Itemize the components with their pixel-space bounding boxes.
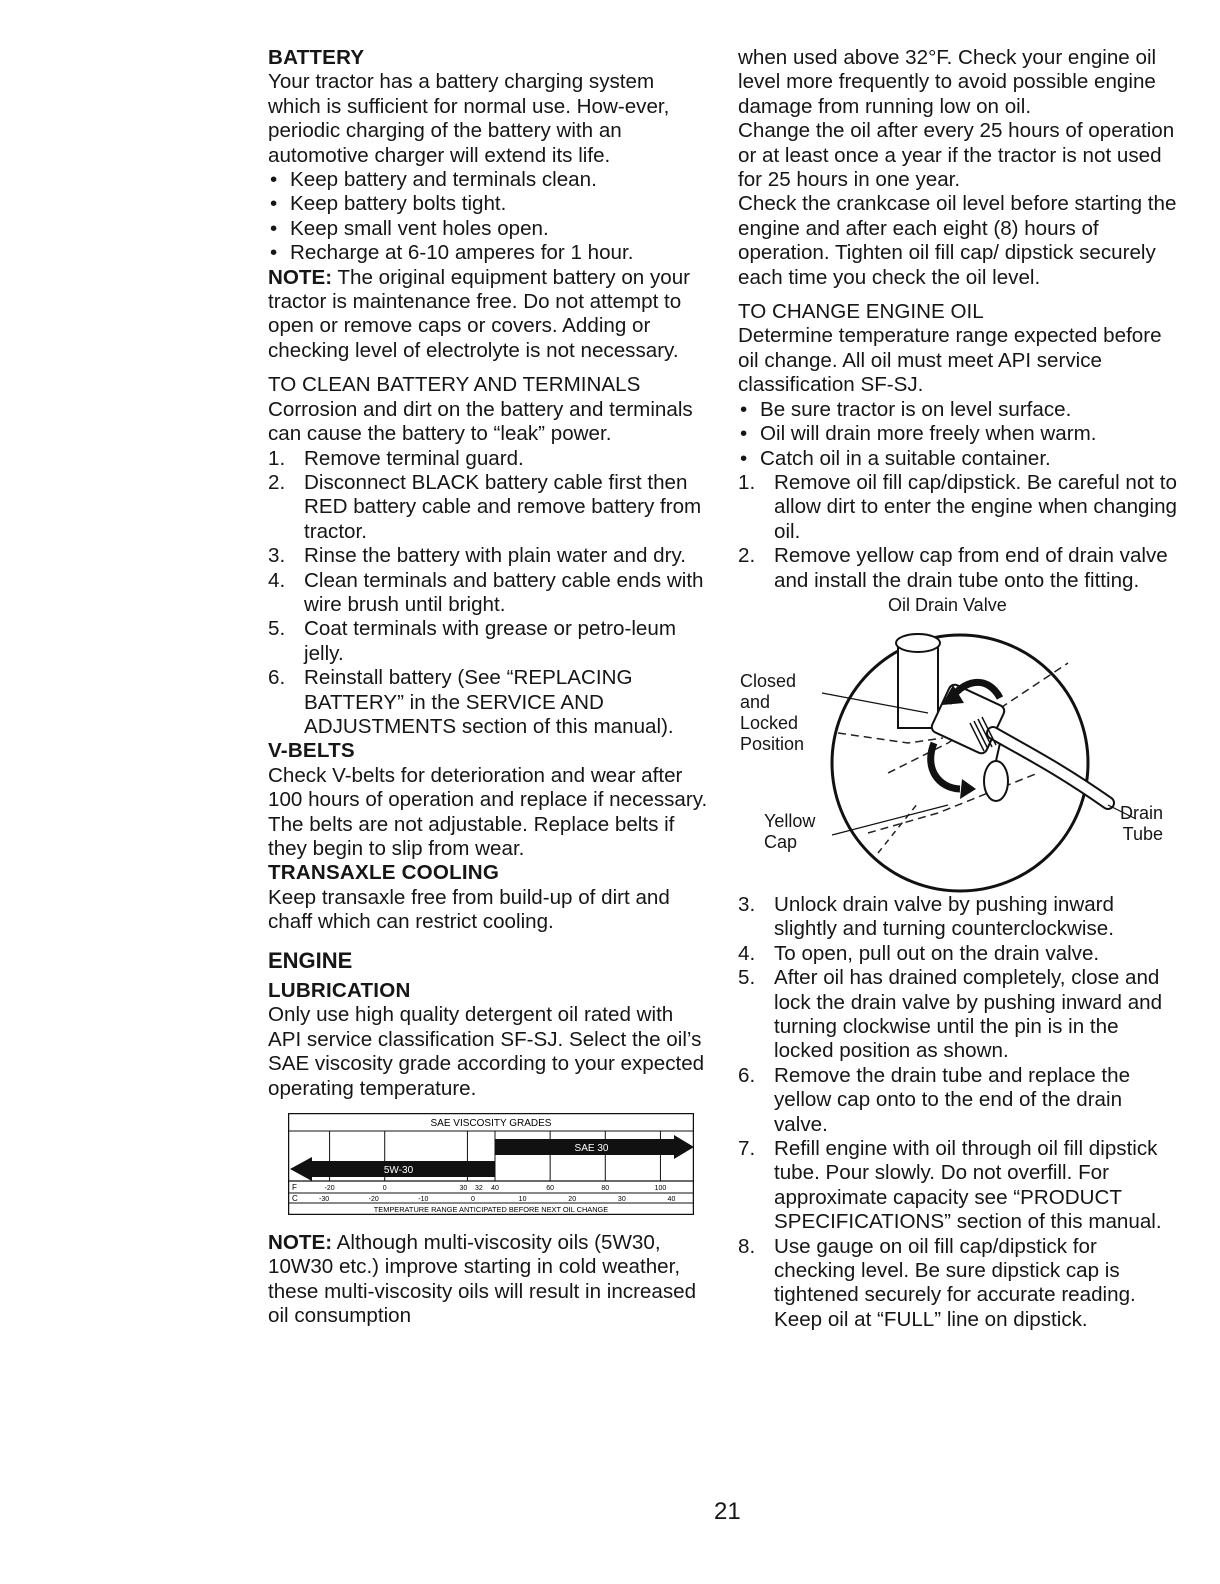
battery-bullets xyxy=(268,168,708,266)
c-tick-label: 20 xyxy=(568,1196,577,1204)
figure-title: Oil Drain Valve xyxy=(888,594,1007,615)
yellow-cap-label: Yellow Cap xyxy=(764,810,816,852)
c-tick-label: 40 xyxy=(667,1196,676,1204)
list-item xyxy=(738,544,1178,593)
step-number: 2. xyxy=(268,470,286,494)
step-number: 2. xyxy=(738,544,756,568)
step-text: Rinse the battery with plain water and dry. xyxy=(304,544,686,568)
battery-note xyxy=(268,266,708,364)
list-item: • Keep battery bolts tight. xyxy=(268,192,708,216)
change-oil-steps-b xyxy=(738,893,1178,1332)
list-item xyxy=(738,1137,1178,1235)
f-tick-label: 32 xyxy=(475,1185,483,1193)
f-tick-label: -20 xyxy=(324,1185,335,1193)
f-tick-label: 30 xyxy=(459,1185,468,1193)
list-item: • Keep small vent holes open. xyxy=(268,217,708,241)
closed-locked-label: Closed and Locked Position xyxy=(740,670,805,754)
c-tick-label: 0 xyxy=(470,1196,475,1204)
lubrication-text: Only use high quality detergent oil rated with API service classification SF-SJ. Select the oil’s SAE viscosity grade according to your expected operating temperature. xyxy=(268,1003,705,1100)
note-label: NOTE: xyxy=(268,1231,333,1255)
change-oil-heading: TO CHANGE ENGINE OIL xyxy=(738,300,984,324)
step-text: Remove oil fill cap/dipstick. Be careful not to allow dirt to enter the engine when changing oil. xyxy=(774,470,1177,543)
viscosity-chart-svg xyxy=(288,1113,694,1215)
f-tick-label: 40 xyxy=(491,1185,499,1193)
step-number: 6. xyxy=(738,1063,756,1087)
crankcase-check: Check the crankcase oil level before starting the engine and after each eight (8) hours of operation. Tighten oil fill cap/ dipstick securely each time you check the oil level. xyxy=(738,192,1177,289)
battery-heading: BATTERY xyxy=(268,46,365,69)
note-label: NOTE: xyxy=(268,265,333,289)
list-item xyxy=(738,471,1178,544)
step-number: 4. xyxy=(268,568,286,592)
step-number: 5. xyxy=(268,617,286,641)
step-text: Remove yellow cap from end of drain valve and install the drain tube onto the fitting. xyxy=(774,544,1168,592)
transaxle-heading: TRANSAXLE COOLING xyxy=(268,861,500,885)
transaxle-text: Keep transaxle free from build-up of dirt and chaff which can restrict cooling. xyxy=(268,885,670,934)
oil-drain-valve-figure xyxy=(738,593,1178,893)
c-tick-label: 10 xyxy=(518,1196,527,1204)
chart-title: SAE VISCOSITY GRADES xyxy=(430,1118,552,1130)
list-item xyxy=(738,966,1178,1064)
c-tick-label: -10 xyxy=(418,1196,429,1204)
c-tick-label: 30 xyxy=(617,1196,626,1204)
list-item: • Catch oil in a suitable container. xyxy=(738,447,1178,471)
list-item xyxy=(268,666,708,739)
list-item: • Recharge at 6-10 amperes for 1 hour. xyxy=(268,241,708,265)
step-number: 7. xyxy=(738,1137,756,1160)
engine-note xyxy=(268,1231,708,1329)
f-row-label: F xyxy=(292,1183,297,1193)
list-item xyxy=(268,447,708,471)
list-item xyxy=(268,471,708,544)
note-text: Although multi-viscosity oils (5W30, 10W30 etc.) improve starting in cold weather, these multi-viscosity oils will result in increased oil consumption xyxy=(268,1231,697,1328)
list-item: • Oil will drain more freely when warm. xyxy=(738,422,1178,446)
list-item xyxy=(738,893,1178,942)
oil-change-interval: Change the oil after every 25 hours of operation or at least once a year if the tractor is not used for 25 hours in one year. xyxy=(738,119,1175,192)
series-label: SAE 30 xyxy=(574,1143,609,1155)
step-text: Remove the drain tube and replace the yellow cap onto to the end of the drain valve. xyxy=(774,1063,1131,1136)
engine-heading: ENGINE xyxy=(268,947,353,973)
step-number: 1. xyxy=(268,446,286,470)
f-tick-label: 60 xyxy=(546,1185,555,1193)
lubrication-heading: LUBRICATION xyxy=(268,979,411,1003)
change-oil-bullets xyxy=(738,398,1178,471)
step-number: 8. xyxy=(738,1234,756,1258)
step-text: Unlock drain valve by pushing inward slightly and turning counterclockwise. xyxy=(774,892,1114,941)
step-number: 3. xyxy=(268,544,286,568)
change-oil-steps-a xyxy=(738,471,1178,593)
viscosity-chart xyxy=(288,1113,694,1215)
page-number: 21 xyxy=(714,1498,741,1525)
vbelts-heading: V-BELTS xyxy=(268,739,355,763)
f-tick-label: 80 xyxy=(601,1185,610,1193)
left-column xyxy=(268,46,708,1329)
change-oil-intro: Determine temperature range expected before oil change. All oil must meet API service classification SF-SJ. xyxy=(738,324,1162,397)
step-text: Reinstall battery (See “REPLACING BATTERY” in the SERVICE AND ADJUSTMENTS section of this manual). xyxy=(304,666,674,738)
list-item xyxy=(268,544,708,568)
note-text: The original equipment battery on your tractor is maintenance free. Do not attempt to open or remove caps or covers. Adding or checking level of electrolyte is not necessary. xyxy=(268,265,691,362)
step-text: After oil has drained completely, close and lock the drain valve by pushing inward and turning clockwise until the pin is in the locked position as shown. xyxy=(774,966,1163,1063)
x-axis-label: TEMPERATURE RANGE ANTICIPATED BEFORE NEXT OIL CHANGE xyxy=(373,1205,609,1215)
list-item xyxy=(738,1235,1178,1333)
list-item: • Keep battery and terminals clean. xyxy=(268,168,708,192)
list-item: • Be sure tractor is on level surface. xyxy=(738,398,1178,422)
step-text: Coat terminals with grease or petro-leum jelly. xyxy=(304,617,676,665)
f-tick-label: 0 xyxy=(382,1185,387,1193)
step-number: 6. xyxy=(268,666,286,690)
clean-battery-intro: Corrosion and dirt on the battery and terminals can cause the battery to “leak” power. xyxy=(268,397,693,446)
step-number: 1. xyxy=(738,470,756,494)
list-item xyxy=(268,569,708,618)
battery-intro: Your tractor has a battery charging system which is sufficient for normal use. How-ever, periodic charging of the battery with an automotive charger will extend its life. xyxy=(268,70,670,167)
step-text: Clean terminals and battery cable ends with wire brush until bright. xyxy=(304,568,704,616)
step-number: 3. xyxy=(738,892,756,916)
step-number: 4. xyxy=(738,941,756,965)
c-tick-label: -20 xyxy=(368,1196,379,1204)
f-tick-label: 100 xyxy=(654,1185,667,1193)
step-text: Remove terminal guard. xyxy=(304,446,524,470)
drain-tube-label: Drain Tube xyxy=(1120,802,1164,844)
vbelts-text: Check V-belts for deterioration and wear after 100 hours of operation and replace if necessary. The belts are not adjustable. Replace belts if they begin to slip from wear. xyxy=(268,763,708,860)
step-text: Disconnect BLACK battery cable first then RED battery cable and remove battery from tractor. xyxy=(304,470,702,543)
step-text: Refill engine with oil through oil fill dipstick tube. Pour slowly. Do not overfill. For approximate capacity see “PRODUCT SPECIFICATIONS” section of this manual. xyxy=(774,1137,1162,1234)
clean-battery-steps xyxy=(268,447,708,740)
step-text: To open, pull out on the drain valve. xyxy=(774,941,1100,965)
list-item xyxy=(268,617,708,666)
series-label: 5W-30 xyxy=(383,1165,414,1177)
right-column xyxy=(738,46,1178,1332)
c-tick-label: -30 xyxy=(318,1196,330,1204)
list-item xyxy=(738,942,1178,966)
clean-battery-heading: TO CLEAN BATTERY AND TERMINALS xyxy=(268,373,641,397)
list-item xyxy=(738,1064,1178,1137)
c-row-label: C xyxy=(292,1194,298,1204)
oil-check-paragraph: when used above 32°F. Check your engine oil level more frequently to avoid possible engine damage from running low on oil. xyxy=(738,46,1157,118)
step-number: 5. xyxy=(738,966,756,990)
step-text: Use gauge on oil fill cap/dipstick for checking level. Be sure dipstick cap is tightened securely for accurate reading. Keep oil at “FULL” line on dipstick. xyxy=(774,1234,1136,1331)
